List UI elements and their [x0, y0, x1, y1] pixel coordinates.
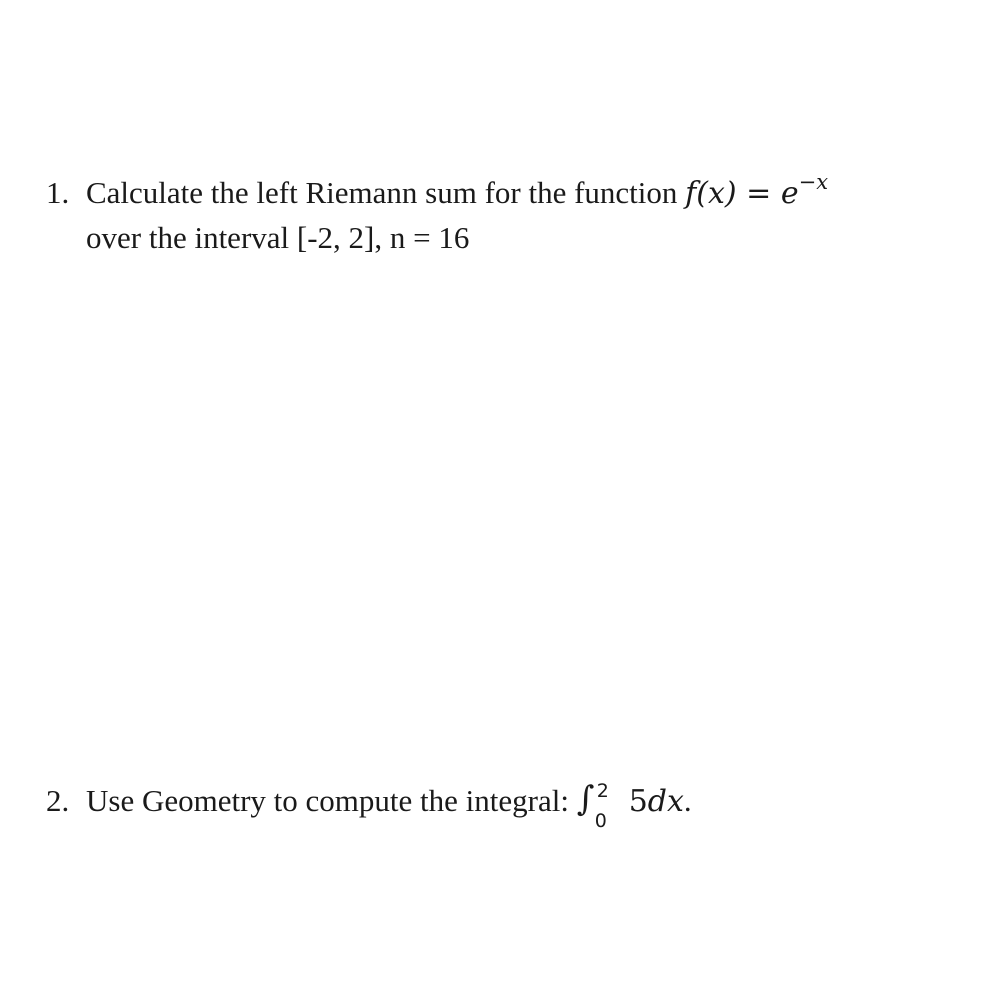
problem-1-text: Calculate the left Riemann sum for the function: [86, 175, 678, 210]
formula-exponent: −x: [798, 170, 829, 194]
integrand: [629, 784, 684, 819]
formula-base: e: [780, 176, 799, 211]
integral-upper-limit: 2: [596, 780, 609, 802]
integral-expression: [576, 779, 625, 832]
problem-2: [46, 779, 692, 832]
problem-1-line-2: over the interval [-2, 2], n = 16: [86, 220, 470, 255]
integrand-differential: dx: [647, 784, 684, 819]
integral-lower-limit: 0: [594, 810, 607, 832]
problem-1-line-1: [46, 172, 828, 217]
problem-1: [46, 172, 828, 259]
integrand-coefficient: 5: [628, 784, 648, 819]
problem-2-text: Use Geometry to compute the integral:: [86, 783, 569, 818]
problem-2-period: .: [683, 783, 692, 818]
formula-equals: =: [746, 176, 772, 211]
problem-2-number: 2.: [46, 783, 70, 818]
formula-f: f: [685, 176, 697, 211]
function-formula: [685, 170, 829, 211]
integral-sign: ∫: [576, 779, 595, 819]
formula-argument: (x): [696, 176, 737, 211]
problem-1-number: 1.: [46, 175, 70, 210]
